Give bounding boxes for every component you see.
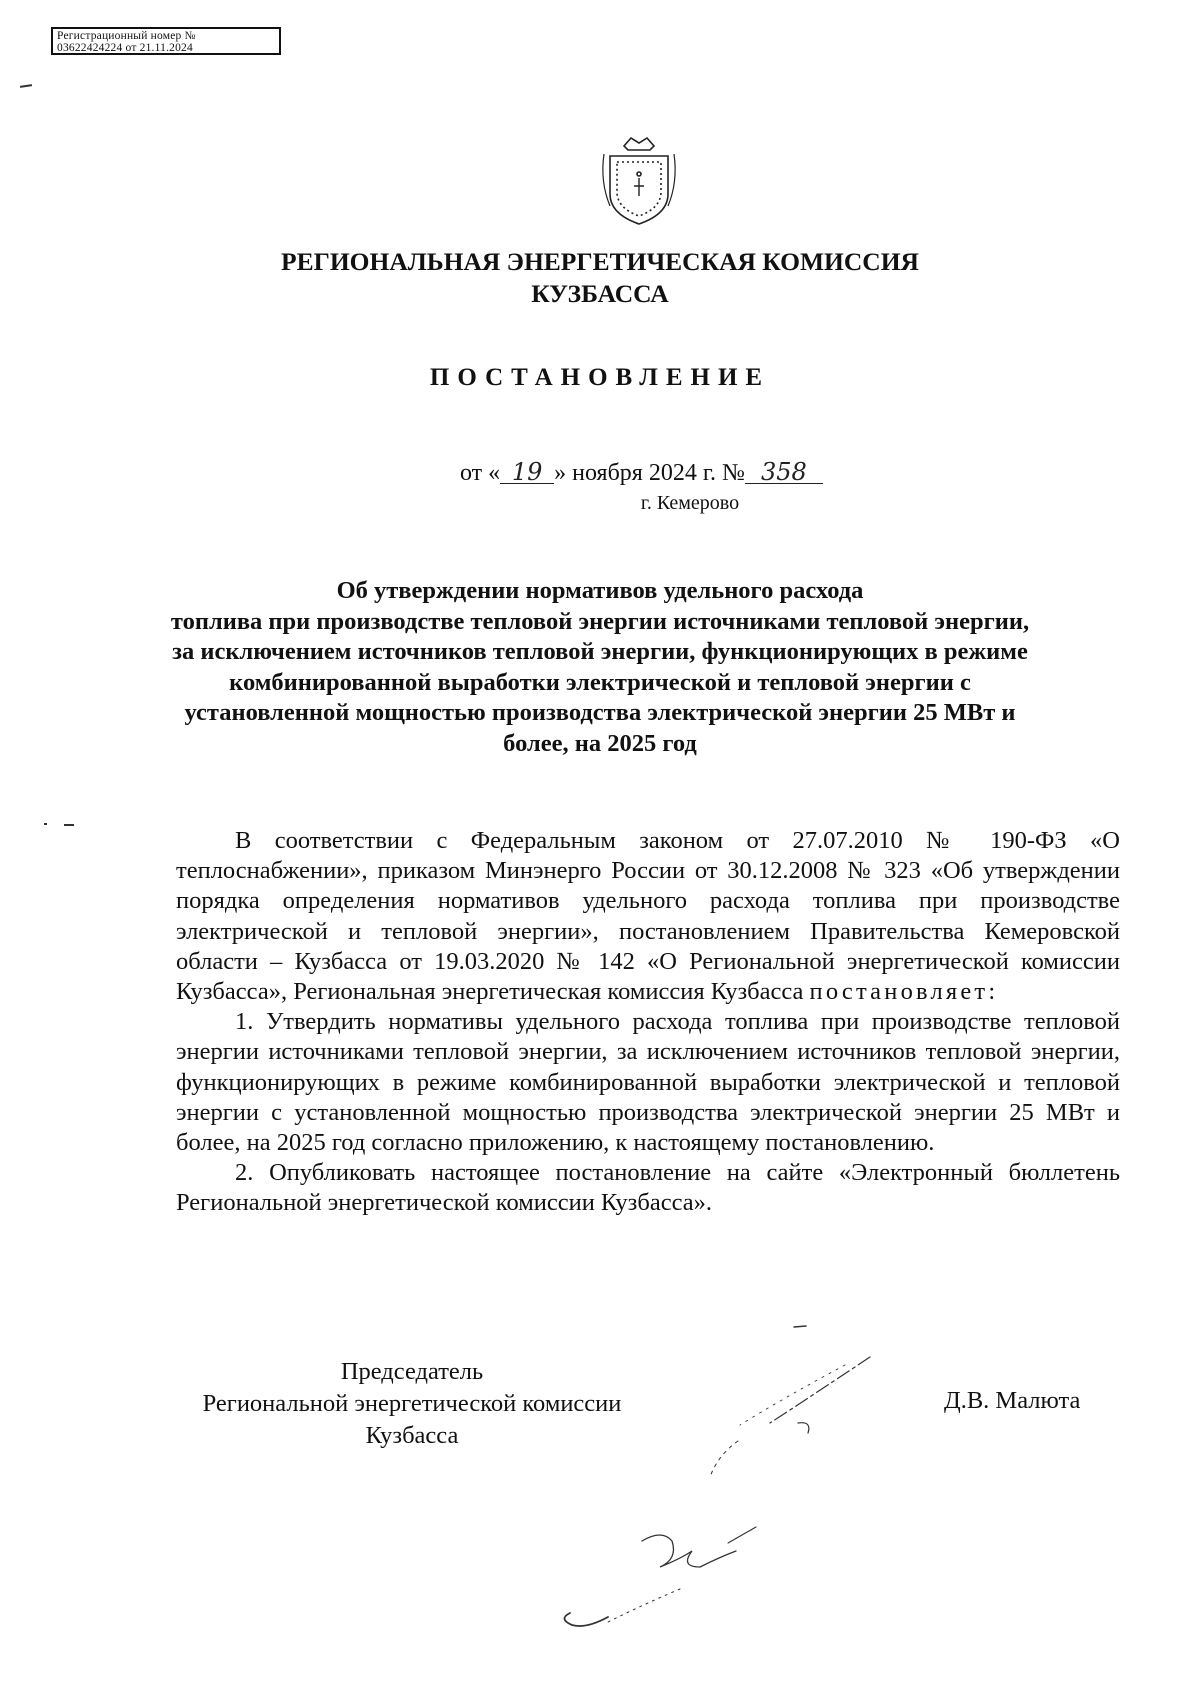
title-line: комбинированной выработки электрической и тепловой энергии с xyxy=(229,668,971,696)
handwritten-signature xyxy=(550,1305,980,1645)
document-title xyxy=(0,576,1200,759)
resolves-word: постановляет: xyxy=(809,978,999,1006)
organization-name xyxy=(0,246,1200,310)
coat-of-arms-icon xyxy=(598,132,680,228)
title-line: топлива при производстве тепловой энергии источниками тепловой энергии, xyxy=(170,607,1030,635)
date-prefix: от « xyxy=(460,460,501,486)
item-paragraph: 1. Утвердить нормативы удельного расхода топлива при производстве тепловой энергии источниками тепловой энергии, за исключением источников тепловой энергии, функционирующих в режиме комбинированной выработки электрической и тепловой энергии с установленной мощностью производства электрической энергии 25 МВт и более, на 2025 год согласно приложению, к настоящему постановлению. xyxy=(176,1008,1120,1157)
document-date-line xyxy=(460,460,823,487)
title-line: установленной мощностью производства электрической энергии 25 МВт и xyxy=(184,699,1016,726)
title-line: более, на 2025 год xyxy=(503,729,697,757)
document-body xyxy=(176,826,1120,1219)
registration-stamp xyxy=(51,27,281,55)
handwritten-document-number: 358 xyxy=(745,461,823,484)
registration-number: 03622424224 от 21.11.2024 xyxy=(57,42,193,54)
title-line: Об утверждении нормативов удельного расхода xyxy=(336,577,864,604)
title-line: за исключением источников тепловой энергии, функционирующих в режиме xyxy=(172,638,1028,665)
city: г. Кемерово xyxy=(640,492,740,514)
item-paragraph: 2. Опубликовать настоящее постановление на сайте «Электронный бюллетень Региональной энергетической комиссии Кузбасса». xyxy=(176,1159,1120,1217)
signatory-name: Д.В. Малюта xyxy=(944,1387,1081,1414)
date-middle: » ноября 2024 г. № xyxy=(554,460,745,486)
signatory-position-line: Региональной энергетической комиссии xyxy=(202,1390,622,1417)
scan-mark xyxy=(20,84,32,88)
organization-line-1: РЕГИОНАЛЬНАЯ ЭНЕРГЕТИЧЕСКАЯ КОМИССИЯ xyxy=(281,247,919,276)
preamble-paragraph xyxy=(176,826,1120,1007)
signatory-position-line: Кузбасса xyxy=(365,1422,459,1449)
scan-mark xyxy=(64,824,74,826)
registration-label: Регистрационный номер № xyxy=(57,30,196,42)
document-type: ПОСТАНОВЛЕНИЕ xyxy=(429,364,771,391)
preamble-text: В соответствии с Федеральным законом от 27.07.2010 № 190-ФЗ «О теплоснабжении», приказом Минэнерго России от 30.12.2008 № 323 «Об утверждении порядка определения нормативов удельного расхода топлива при производстве электрической и тепловой энергии», постановлением Правительства Кемеровской области – Кузбасса от 19.03.2020 № 142 «О Региональной энергетической комиссии Кузбасса», Региональная энергетическая комиссия Кузбасса xyxy=(176,827,1120,1006)
organization-line-2: КУЗБАССА xyxy=(531,279,669,308)
signatory-position-line: Председатель xyxy=(340,1358,484,1385)
scan-mark xyxy=(44,823,47,825)
handwritten-day: 19 xyxy=(500,461,554,484)
